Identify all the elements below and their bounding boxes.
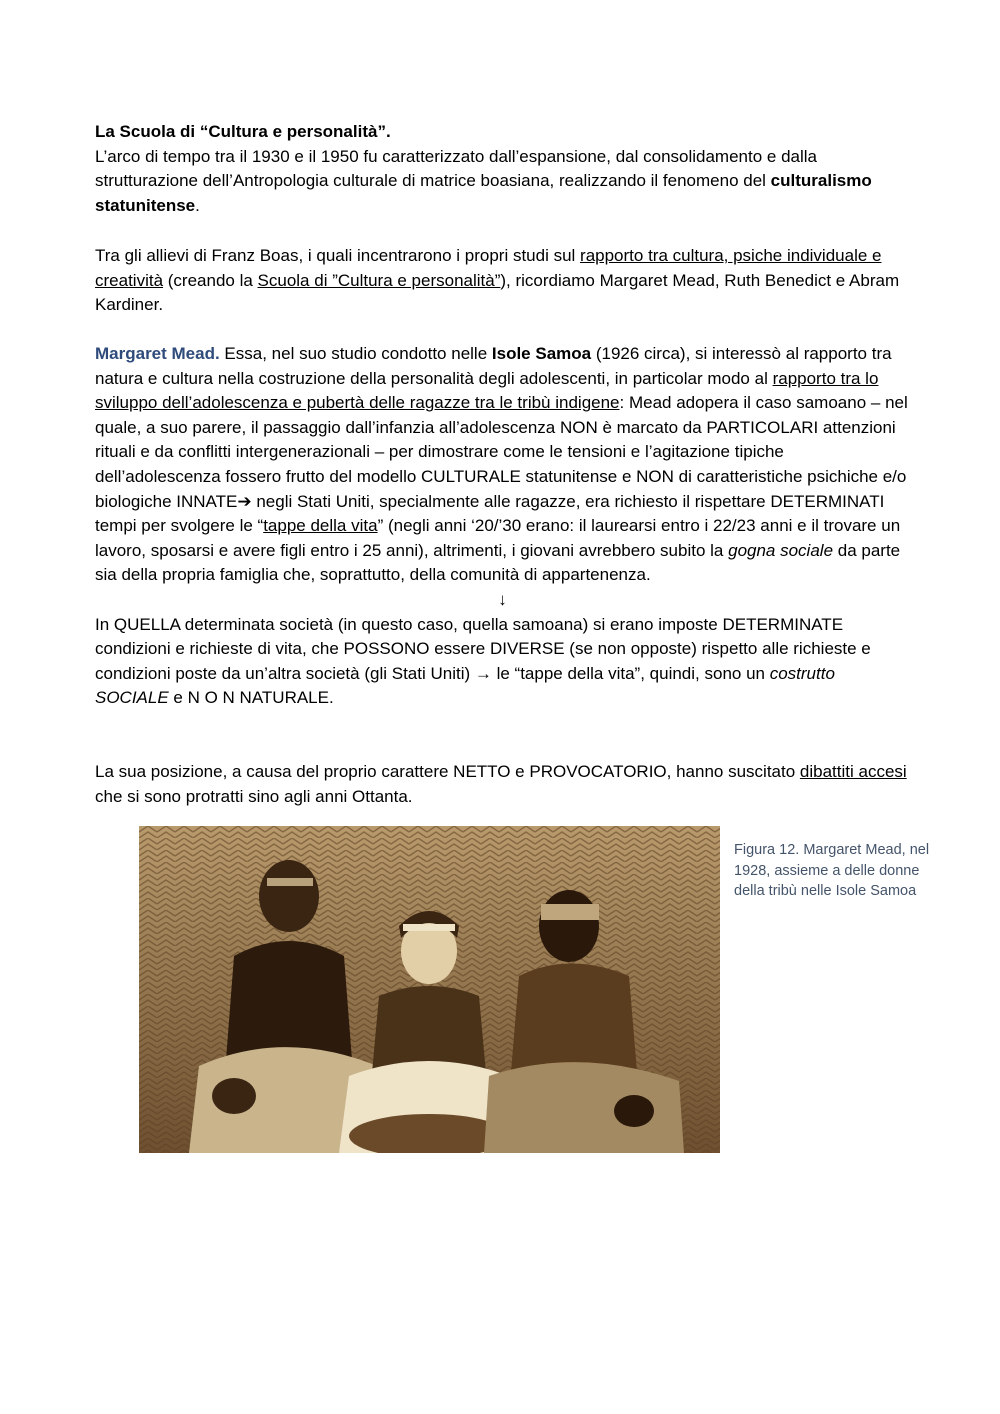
section-students [95, 244, 910, 318]
figure-photo [139, 826, 720, 1153]
p2-text-b: (creando la [163, 270, 258, 290]
page-title: La Scuola di “Cultura e personalità”. [95, 122, 391, 141]
section-debate [95, 760, 910, 809]
p1-text-b: . [195, 195, 200, 215]
p3-italic: gogna sociale [728, 540, 834, 560]
down-arrow-icon: ↓ [498, 589, 507, 609]
mead-heading: Margaret Mead. [95, 344, 220, 363]
photo-illustration [139, 826, 720, 1153]
section-mead [95, 342, 910, 711]
p5-underline: dibattiti accesi [799, 762, 907, 781]
paragraph-4 [95, 613, 910, 711]
p2-underline-2: Scuola di ”Cultura e personalità” [257, 270, 501, 290]
paragraph-1 [95, 145, 910, 219]
figure-caption: Figura 12. Margaret Mead, nel 1928, assieme a delle donne della tribù nelle Isole Samoa [734, 842, 930, 899]
paragraph-2 [95, 244, 910, 318]
p4-italic: costrutto SOCIALE [95, 663, 835, 708]
p3-text-d: negli Stati Uniti, specialmente alle ragazze, era richiesto il rispettare DETERMINATI tempi per svolgere le “ [95, 491, 885, 536]
p3-text-a: Essa, nel suo studio condotto nelle [219, 344, 492, 363]
p3-underline-2: tappe della vita [263, 516, 378, 536]
p2-text-c: ), ricordiamo Margaret Mead, Ruth Benedict e Abram Kardiner. [95, 270, 900, 315]
p3-text-b: (1926 circa), si interessò al rapporto tra natura e cultura nella costruzione della personalità degli adolescenti, in particolar modo al [95, 344, 892, 388]
p3-text-c: : Mead adopera il caso samoano – nel quale, a suo parere, il passaggio dall’infanzia all’adolescenza NON è marcato da PARTICOLARI attenzioni rituali e da conflitti intergenerazionali – per dimostrare come le tensioni e l’agitazione tipiche dell’adolescenza fossero frutto del modello CULTURALE statunitense e NON di caratteristiche psichiche e/o biologiche INNATE [95, 393, 908, 511]
p5-text-a: La sua posizione, a causa del proprio carattere NETTO e PROVOCATORIO, hanno suscitato [95, 762, 800, 781]
p2-text-a: Tra gli allievi di Franz Boas, i quali incentrarono i propri studi sul [95, 246, 581, 265]
right-arrow-icon: ➔ [237, 491, 252, 511]
section-intro [95, 120, 910, 218]
p2-underline-1: rapporto tra cultura, psiche individuale e creatività [95, 246, 882, 290]
p1-text-a: L’arco di tempo tra il 1930 e il 1950 fu caratterizzato dall’espansione, dal consolidamento e dalla strutturazione dell’Antropologia culturale di matrice boasiana, realizzando il fenomeno del [95, 146, 818, 191]
p3-text-e: ” (negli anni ‘20/’30 erano: il laurearsi entro i 22/23 anni e il trovare un lavoro, sposarsi e avere figli entro i 25 anni), altrimenti, i giovani avrebbero subito la [95, 516, 901, 560]
paragraph-3 [95, 342, 910, 588]
p3-text-f: da parte sia della propria famiglia che, soprattutto, della comunità di appartenenza. [95, 540, 901, 585]
paragraph-5 [95, 760, 910, 809]
p3-bold: Isole Samoa [491, 344, 592, 363]
p4-text-a: In QUELLA determinata società (in questo caso, quella samoana) si erano imposte DETERMINATE condizioni e richieste di vita, che POSSONO essere DIVERSE (se non opposte) rispetto alle richieste e condizioni poste da un’altra società (gli Stati Uniti) → le “tappe della vita”, quindi, sono un [95, 614, 871, 683]
p3-underline-1: rapporto tra lo sviluppo dell’adolescenza e pubertà delle ragazze tra le tribù indigene [95, 368, 879, 413]
p4-text-b: e N O N NATURALE. [168, 688, 334, 708]
p1-bold: culturalismo statunitense [95, 171, 872, 215]
p5-text-b: che si sono protratti sino agli anni Ottanta. [95, 786, 413, 806]
